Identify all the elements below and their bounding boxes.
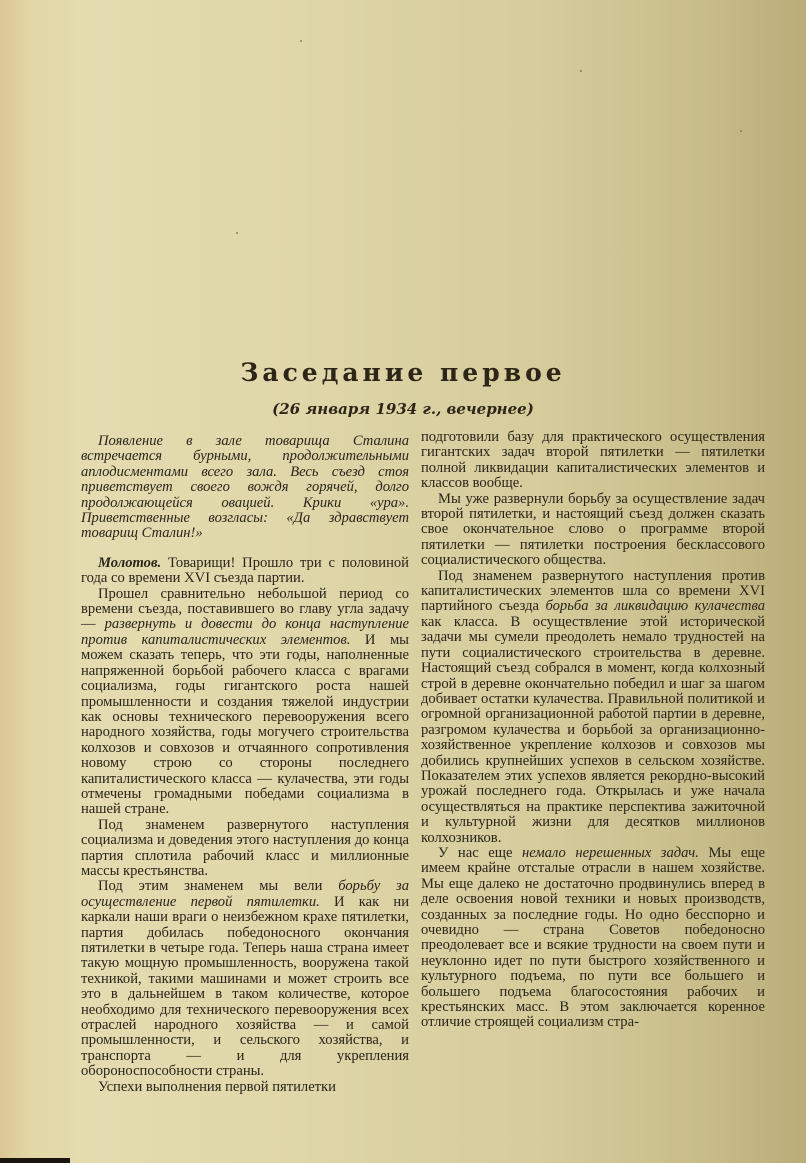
paragraph: подготовили базу для практического осуществления гигантских задач второй пятилетки — пятилетки полной ликвидации капиталистических элементов и классов вообще. [421,429,765,492]
paper-speck [740,130,742,132]
page-title: Заседание первое [240,358,566,387]
paper-speck [300,40,302,42]
emphasis: немало нерешенных задач. [522,844,699,861]
stage-direction: Появление в зале товарища Сталина встречается бурными, продолжительными аплодисментами всего зала. Весь съезд стоя приветствует своего вождя горячей, долго продолжающейся овацией. Крики «ура». Приветственные возгласы: «Да здравствует товарищ Сталин!» [81,433,409,542]
paragraph: Под знаменем развернутого наступления социализма и доведения этого наступления до конца партия сплотила рабочий класс и миллионные массы крестьянства. [81,816,409,879]
scan-edge-shadow [0,1158,70,1163]
paragraph: Под знаменем развернутого наступления против капиталистических элементов шла со времени XVI партийного съезда борьба за ликвидацию кулачества как класса. В осуществление этой исторической задачи мы сумели преодолеть немало трудностей на пути социалистического строительства в деревне. Настоящий съезд собрался в момент, когда колхозный строй в деревне окончательно победил и шаг за шагом добивает остатки кулачества. Правильной политикой и огромной организационной работой партии в деревне, разгромом кулачества и борьбой за организационно-хозяйственное укрепление колхозов и совхозов мы добились крупнейших успехов в сельском хозяйстве. Показателем этих успехов является рекордно-высокий урожай последнего года. Открылась и уже начала осуществляться на практике перспектива зажиточной и культурной жизни для десятков миллионов колхозников. [421,567,765,846]
paragraph: Молотов. Товарищи! Прошло три с половиной года со времени XVI съезда партии. [81,554,409,587]
left-column [81,434,409,1095]
paper-speck [236,232,238,234]
paragraph: Мы уже развернули борьбу за осуществление задач второй пятилетки, и настоящий съезд должен сказать свое окончательное слово о программе второй пятилетки — пятилетки построения бесклассового социалистического общества. [421,490,765,569]
page-subtitle: (26 января 1934 г., вечернее) [272,400,534,418]
paragraph: У нас еще немало нерешенных задач. Мы еще имеем крайне отсталые отрасли в нашем хозяйстве. Мы еще далеко не достаточно продвинулись вперед в деле освоения новой техники и новых производств, созданных за последние годы. Но одно бесспорно и очевидно — страна Советов победоносно преодолевает все и всякие трудности на своем пути и неуклонно идет по пути быстрого хозяйственного и культурного подъема, по пути все большего и большего подъема благосостояния рабочих и крестьянских масс. В этом заключается коренное отличие строящей социализм стра- [421,844,765,1031]
paper-speck [580,70,582,72]
emphasis: борьба за ликвидацию кулачества [545,598,765,615]
right-column [421,430,765,1031]
emphasis: развернуть и довести до конца наступление против капиталистических элементов. [81,616,409,648]
speaker-name: Молотов. [98,554,162,571]
paragraph: Под этим знаменем мы вели борьбу за осуществление первой пятилетки. И как ни каркали наши враги о неизбежном крахе пятилетки, партия добилась победоносного окончания пятилетки в четыре года. Теперь наша страна имеет такую мощную промышленность, вооружена такой техникой, такими машинами и может строить все это в дальнейшем в таком количестве, которое необходимо для технического перевооружения всех отраслей народного хозяйства — и самой промышленности, и сельского хозяйства, и транспорта — и для укрепления обороноспособности страны. [81,878,410,1080]
paragraph: Прошел сравнительно небольшой период со времени съезда, поставившего во главу угла задачу — развернуть и довести до конца наступление против капиталистических элементов. И мы можем сказать теперь, что эти годы, наполненные напряженной борьбой рабочего класса с врагами социализма, годы гигантского роста нашей промышленности и создания тяжелой индустрии как основы технического перевооружения всего народного хозяйства, годы могучего строительства колхозов и совхозов и отчаянного сопротивления новому строю со стороны последнего капиталистического класса — кулачества, эти годы отмечены громадными победами социализма в нашей стране. [81,585,409,818]
emphasis: борьбу за осуществление первой пятилетки. [81,878,409,910]
paragraph: Успехи выполнения первой пятилетки [98,1078,336,1095]
